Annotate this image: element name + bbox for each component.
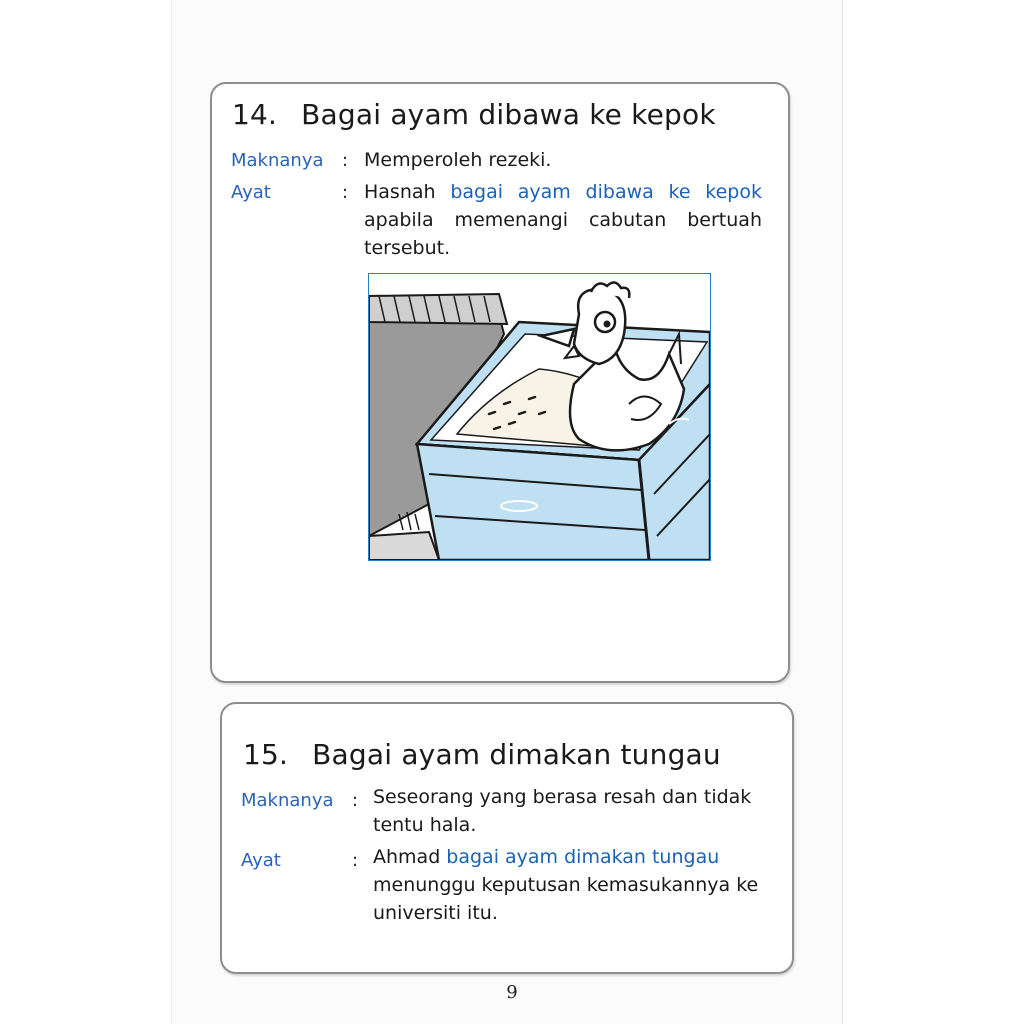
sentence-after: apabila memenangi cabutan bertuah tersebut. [364,209,762,259]
sentence-highlight: bagai ayam dibawa ke kepok [450,181,762,203]
page-number: 9 [506,982,518,1003]
sentence-text [373,843,773,927]
entry-title-text: Bagai ayam dimakan tungau [312,738,721,771]
meaning-label: Maknanya [231,150,324,171]
sentence-highlight: bagai ayam dimakan tungau [446,846,720,868]
meaning-colon: : [342,150,349,171]
entry-number: 15. [243,738,289,771]
entry-title-text: Bagai ayam dibawa ke kepok [301,98,716,131]
meaning-label: Maknanya [241,790,334,811]
sentence-label: Ayat [241,850,281,871]
sentence-after: menunggu keputusan kemasukannya ke universiti itu. [373,874,759,924]
entry-title-14 [232,98,716,131]
sentence-colon: : [352,850,359,871]
meaning-text: Memperoleh rezeki. [364,149,552,171]
sentence-before: Ahmad [373,846,447,868]
entry-number: 14. [232,98,278,131]
entry-title-15 [243,738,721,771]
sentence-text [364,178,762,262]
meaning-colon: : [352,790,359,811]
chicken-in-rice-bin-icon [368,273,711,561]
sentence-before: Hasnah [364,181,451,203]
sentence-colon: : [342,182,349,203]
sentence-label: Ayat [231,182,271,203]
meaning-text: Seseorang yang berasa resah dan tidak tentu hala. [373,786,752,836]
